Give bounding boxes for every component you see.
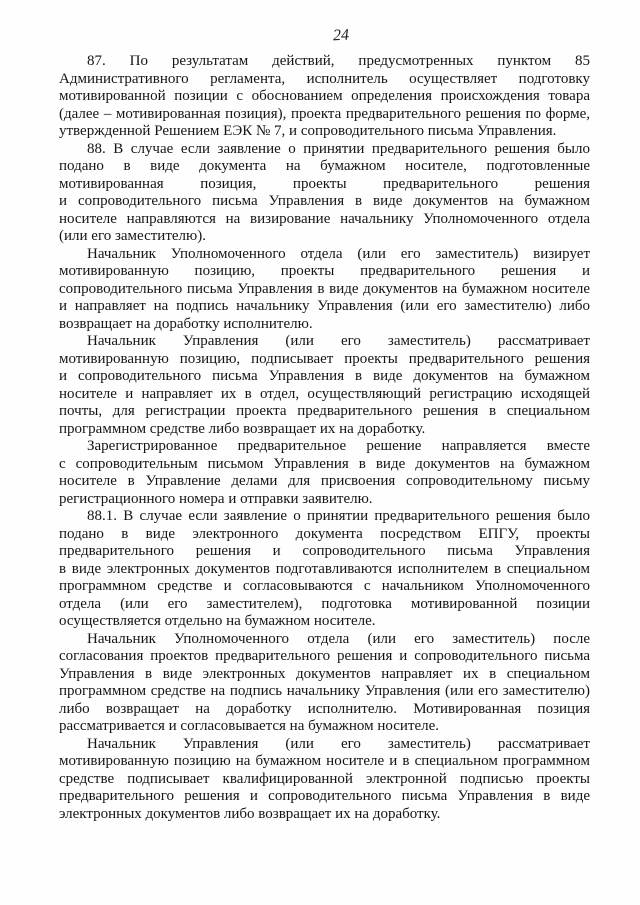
text-line: утвержденной Решением ЕЭК № 7, и сопроводительного письма Управления. [59,123,557,139]
text-line: и направляет на подпись начальнику Управления (или его заместителю) либо [59,298,590,314]
text-line: носителе в Управление делами для присвоения сопроводительному письму [59,473,590,489]
page-number: 24 [332,26,350,45]
text-line: (далее – мотивированная позиция), проекта предварительного решения по форме, [59,105,590,122]
text-line: согласования проектов предварительного решения и сопроводительного письма [59,648,590,664]
text-line: сопроводительного письма Управления в виде документов на бумажном носителе [59,280,590,297]
text-line: программном средстве на подпись начальнику Управления (или его заместителю) [59,683,590,699]
text-line: мотивированной позиции с обоснованием определения происхождения товара [59,88,590,104]
text-line: подано в виде документа на бумажном носителе, подготовленные [59,158,590,174]
text-line: почты, для регистрации проекта предварительного решения в специальном [59,403,590,419]
paragraph [59,508,590,631]
text-line: подано в виде электронного документа посредством ЕПГУ, проекты [59,525,590,542]
paragraph [59,53,590,141]
text-line: отдела (или его заместителем), подготовка мотивированной позиции [59,595,590,612]
text-line: носителе и направляет их в отдел, осуществляющий регистрацию исходящей [59,385,590,402]
text-line: Административного регламента, исполнитель осуществляет подготовку [59,70,590,87]
text-line: мотивированную позицию на бумажном носителе и в специальном программном [59,753,590,769]
text-line: 88. В случае если заявление о принятии предварительного решения было [87,140,590,157]
paragraph [59,141,590,246]
text-line: предварительного решения и сопроводительного письма Управления [59,543,590,559]
text-line: рассматривается и согласовывается на бумажном носителе. [59,718,440,734]
text-line: средстве подписывает квалифицированной электронной подписью проекты [59,770,590,787]
text-line: регистрационного номера и отправки заявителю. [59,490,373,507]
text-line: (или его заместителю). [59,228,206,244]
text-line: Начальник Управления (или его заместитель) рассматривает [87,735,590,752]
text-line: с сопроводительным письмом Управления в виде документов на бумажном [59,455,590,472]
paragraph [59,333,590,438]
text-line: программном средстве либо возвращает их на доработку. [59,420,426,437]
paragraph [59,736,590,824]
text-line: 88.1. В случае если заявление о принятии предварительного решения было [87,508,590,524]
text-line: Зарегистрированное предварительное решение направляется вместе [87,438,590,454]
paragraph [59,246,590,334]
text-line: Начальник Уполномоченного отдела (или его заместитель) визирует [87,245,590,262]
text-line: Начальник Уполномоченного отдела (или его заместитель) после [87,630,590,647]
text-line: и сопроводительного письма Управления в виде документов на бумажном [59,368,590,384]
text-line: мотивированная позиция, проекты предварительного решения [59,175,590,192]
paragraph [59,438,590,508]
text-line: носителе направляются на визирование начальнику Уполномоченного отдела [59,210,590,227]
text-line: электронных документов либо возвращает их на доработку. [59,805,441,822]
text-line: предварительного решения и сопроводительного письма Управления в виде [59,788,590,804]
text-line: программном средстве и согласовываются с начальником Уполномоченного [59,578,590,594]
text-line: Начальник Управления (или его заместитель) рассматривает [87,333,590,349]
text-line: и сопроводительного письма Управления в виде документов на бумажном [59,193,590,209]
text-line: либо возвращает на доработку исполнителю. Мотивированная позиция [59,700,590,717]
text-line: мотивированную позицию, подписывает проекты предварительного решения [59,350,590,367]
text-line: мотивированную позицию, проекты предварительного решения и [59,263,590,279]
text-line: в виде электронных документов подготавливаются исполнителем в специальном [59,560,590,577]
document-body [59,53,590,823]
paragraph [59,631,590,736]
text-line: 87. По результатам действий, предусмотренных пунктом 85 [87,53,590,69]
text-line: возвращает на доработку исполнителю. [59,315,313,332]
text-line: Управления в виде электронных документов направляет их в специальном [59,665,590,682]
text-line: осуществляется отдельно на бумажном носителе. [59,613,376,629]
